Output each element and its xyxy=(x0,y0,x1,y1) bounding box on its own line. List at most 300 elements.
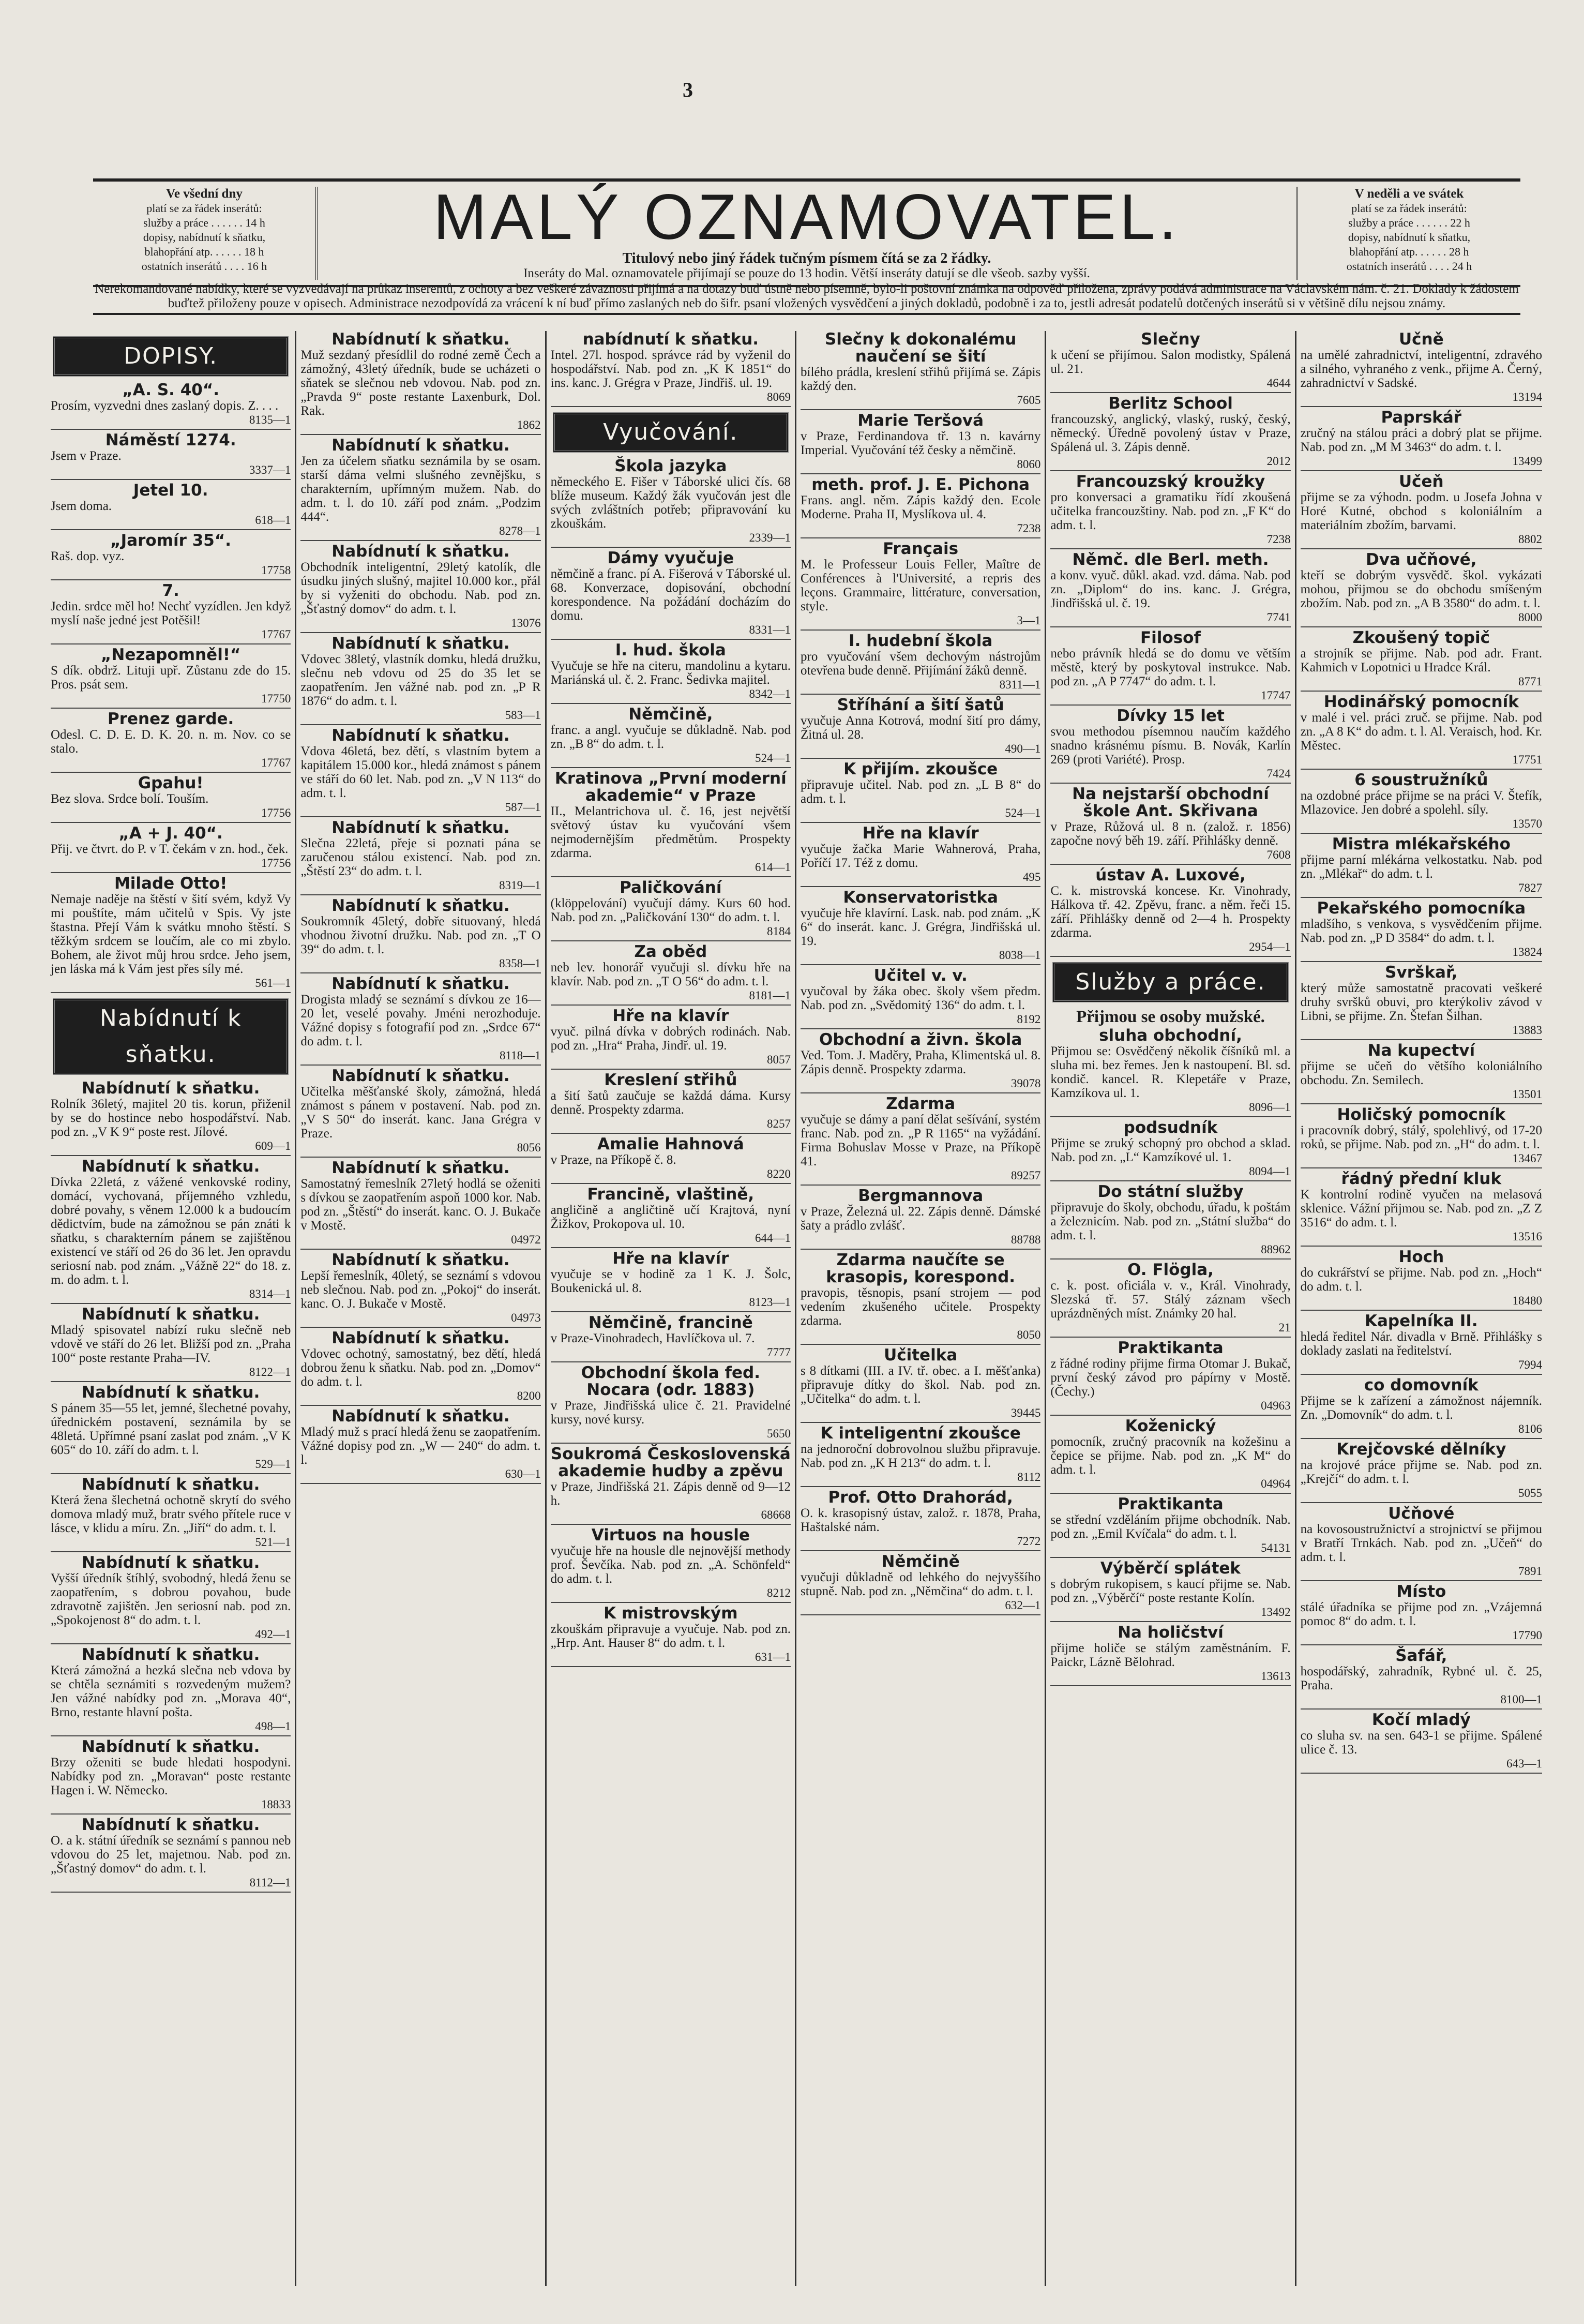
ad-body: v Praze, na Příkopě č. 8. xyxy=(550,1153,676,1167)
ad-heading: Koženický xyxy=(1125,1417,1216,1435)
ad-code: 524—1 xyxy=(755,752,791,764)
ad-code: 7891 xyxy=(1518,1565,1542,1578)
ad-heading: Hře na klavír xyxy=(862,824,979,843)
ad-heading: Francině, vlaštině, xyxy=(587,1185,755,1204)
ad-body: Prosím, vyzvedni dnes zaslaný dopis. Z. . . . xyxy=(51,399,279,413)
ad-body: v Praze-Vinohradech, Havlíčkova ul. 7. xyxy=(550,1331,755,1345)
classified-ad xyxy=(801,1188,1040,1250)
classified-ad xyxy=(1301,1647,1542,1710)
ad-code: 561—1 xyxy=(255,977,291,989)
ad-code: 521—1 xyxy=(255,1536,291,1549)
ad-body: Odesl. C. D. E. D. K. 20. n. m. Nov. co se stalo. xyxy=(51,728,291,756)
ad-heading: Francouzský kroužky xyxy=(1076,472,1265,491)
ad-heading: Virtuos na housle xyxy=(591,1526,750,1545)
ad-heading: Němčině, francině xyxy=(588,1313,753,1332)
ad-body: bílého prádla, kreslení střihů přijímá se. Zápis každý den. xyxy=(801,365,1041,393)
ad-body: Jen za účelem sňatku seznámila by se osam. starší dáma velmi slušného zevnějšku, s charakterním, upřímným mužem. Nab. do adm. t. l. do 10. září pod znám. „Podzim 444“. xyxy=(300,454,541,524)
ad-body: Vyučuje se hře na citeru, mandolinu a kytaru. Mariánská ul. č. 2. Franc. Šedivka majitel. xyxy=(550,659,791,687)
ad-heading: Slečny xyxy=(1141,331,1200,349)
classified-ad xyxy=(1050,786,1290,865)
ad-heading: Výběrčí splátek xyxy=(1100,1559,1241,1578)
classified-ad xyxy=(551,1136,791,1184)
ad-code: 4644 xyxy=(1266,377,1291,389)
ad-code: 8314—1 xyxy=(249,1287,291,1300)
ad-code: 8123—1 xyxy=(749,1296,791,1309)
holiday-line: ostatních inserátů . . . . 24 h xyxy=(1346,260,1472,273)
classified-ad xyxy=(1050,1119,1290,1181)
ad-code: 529—1 xyxy=(255,1458,291,1471)
ad-column xyxy=(1296,331,1546,2286)
classified-ad xyxy=(1301,1042,1542,1104)
ad-code: 8050 xyxy=(1017,1328,1041,1341)
ad-body: v Praze, Růžová ul. 8 n. (založ. r. 1856) započne nový běh 19. září. Přihlášky denně. xyxy=(1050,820,1291,848)
ad-body: v Praze, Jindřišská 21. Zápis denně od 9—12 h. xyxy=(550,1480,791,1508)
ad-code: 8038—1 xyxy=(999,949,1041,962)
classified-ad xyxy=(801,825,1040,887)
ad-code: 17750 xyxy=(261,692,291,705)
holiday-line: blahopřání atp. . . . . . 28 h xyxy=(1349,245,1469,258)
ad-body: francouzský, anglický, vlaský, ruský, český, německý. Úředně povolený ústav v Praze, Spálená ul. 3. Zápis denně. xyxy=(1050,412,1291,454)
ad-heading: Dámy vyučuje xyxy=(607,549,734,567)
classified-ad xyxy=(551,1446,791,1525)
ad-heading: Na nejstarší obchodní škole Ant. Skřivana xyxy=(1072,785,1269,820)
ad-body: vyučuje žačka Marie Wahnerová, Praha, Poříčí 17. Též z domu. xyxy=(801,842,1041,870)
classified-ad xyxy=(1050,551,1290,627)
ad-code: 618—1 xyxy=(255,514,291,527)
classified-ad xyxy=(1301,900,1542,962)
classified-ad xyxy=(1050,629,1290,706)
ad-code: 8802 xyxy=(1518,533,1542,546)
classified-ad xyxy=(801,412,1040,474)
ad-code: 21 xyxy=(1278,1321,1291,1334)
ad-body: Vdovec ochotný, samostatný, bez dětí, hledá dobrou ženu k sňatku. Nab. pod zn. „Domov“ do adm. t. l. xyxy=(300,1347,541,1389)
ad-heading: Do státní služby xyxy=(1097,1182,1244,1201)
classified-ad xyxy=(300,897,540,973)
ad-heading: Nabídnutí k sňatku. xyxy=(81,1816,260,1834)
ad-body: S pánem 35—55 let, jemné, šlechetné povahy, úřednickém postavení, seznámila by se 48letá. Upřímné psaní zaslat pod znám. „V K 605“ do 10. září do adm. t. l. xyxy=(51,1401,291,1457)
ad-heading: Němčině xyxy=(881,1552,960,1571)
masthead-title: MALÝ OZNAMOVATEL. xyxy=(433,182,1181,253)
ad-body: s 8 dítkami (III. a IV. tř. obec. a I. měšťanka) připravuje dítky do škol. Nab. pod zn. „Učitelka“ do adm. t. l. xyxy=(801,1364,1041,1406)
ad-heading: „Nezapomněl!“ xyxy=(101,646,241,664)
ad-heading: Kapelníka II. xyxy=(1364,1312,1478,1330)
classified-ad xyxy=(51,582,291,644)
ad-heading: Nabídnutí k sňatku. xyxy=(331,1407,510,1426)
ad-heading: Prof. Otto Drahorád, xyxy=(828,1488,1013,1507)
ad-heading: Nabídnutí k sňatku. xyxy=(331,1251,510,1269)
ad-code: 8192 xyxy=(1017,1013,1041,1026)
ad-code: 88962 xyxy=(1261,1243,1291,1256)
classified-ad xyxy=(551,458,791,548)
ad-body: S dík. obdrž. Lituji upř. Zůstanu zde do 15. Pros. psát sem. xyxy=(51,664,291,692)
classified-ad xyxy=(51,775,291,823)
ad-body: do cukrářství se přijme. Nab. pod zn. „Hoch“ do adm. t. l. xyxy=(1300,1266,1542,1294)
ad-code: 17758 xyxy=(261,564,291,577)
classified-ad xyxy=(51,875,291,993)
ad-body: vyučuje se v hodině za 1 K. J. Šolc, Boukenická ul. 8. xyxy=(550,1267,791,1295)
ad-heading: Marie Teršová xyxy=(857,411,984,430)
ad-body: pomocník, zručný pracovník na kožešinu a čepice se přijme. Nab. pod zn. „K M“ do adm. t. l. xyxy=(1050,1435,1291,1477)
ad-body: německého E. Fišer v Táborské ulici čís. 68 blíže museum. Každý žák vyučován jest dle svých zvláštních potřeb; připravování ku zkouškám. xyxy=(550,475,791,531)
classified-ad xyxy=(300,543,540,633)
ad-heading: Dva učňové, xyxy=(1366,550,1477,569)
ad-code: 5055 xyxy=(1518,1487,1542,1500)
classified-ad xyxy=(551,1250,791,1312)
ad-code: 8112—1 xyxy=(249,1876,291,1889)
classified-ad xyxy=(300,635,540,725)
ad-body: vyuč. pilná dívka v dobrých rodinách. Nab. pod zn. „Hra“ Praha, Jindř. ul. 19. xyxy=(550,1025,791,1053)
ad-code: 631—1 xyxy=(755,1651,791,1663)
ad-code: 13499 xyxy=(1512,455,1542,468)
ad-body: na kovosoustružnictví a strojnictví se přijmou v Bratří Trnkách. Nab. pod zn. „Učeň“ do adm. t. l. xyxy=(1300,1522,1542,1564)
classified-ad xyxy=(51,1384,291,1474)
ad-code: 17747 xyxy=(1261,689,1291,702)
ad-body: Která žena šlechetná ochotně skrytí do svého domova mladý muž, bratr svého přítele ruce v lásce, v klidu a míru. Zn. „Jiří“ do adm. t. l. xyxy=(51,1493,291,1535)
ad-body: Samostatný řemeslník 27letý hodlá se oženiti s dívkou se zaopatřením aspoň 1000 kor. Nab. pod zn. „Štěstí“ do inserát. kanc. O. J. Bukače v Mostě. xyxy=(300,1177,541,1233)
ad-heading: Nabídnutí k sňatku. xyxy=(331,1329,510,1347)
ad-code: 7238 xyxy=(1017,522,1041,535)
classified-ad xyxy=(300,819,540,895)
ad-body: vyučuje hře klavírní. Lask. nab. pod znám. „K 6“ do inserát. kanc. J. Grégra, Jindřišská ul. 19. xyxy=(801,906,1041,948)
ad-code: 7272 xyxy=(1017,1535,1041,1548)
ad-body: Jsem doma. xyxy=(51,499,112,513)
ad-body: Rolník 36letý, majitel 20 tis. korun, přiženil by se do hostince nebo hospodářství. Nab. pod zn. „V K 9“ poste rest. Jílové. xyxy=(51,1097,291,1139)
ad-body: franc. a angl. vyučuje se důkladně. Nab. pod zn. „B 8“ do adm. t. l. xyxy=(550,723,791,751)
ad-body: nebo právník hledá se do domu ve větším městě, který by poskytoval instrukce. Nab. pod zn. „A P 7747“ do adm. t. l. xyxy=(1050,647,1291,688)
ad-body: a šití šatů zaučuje se každá dáma. Kursy denně. Prospekty zdarma. xyxy=(550,1089,791,1117)
classified-ad xyxy=(51,432,291,480)
ad-code: 8057 xyxy=(766,1053,791,1066)
classified-ad xyxy=(801,541,1040,631)
ad-code: 13467 xyxy=(1512,1152,1542,1165)
ad-heading: Svrškař, xyxy=(1385,963,1458,982)
ad-body: Dívka 22letá, z vážené venkovské rodiny, domácí, vychovaná, příjemného vzhledu, dobré povahy, s věnem 12.000 k a budoucím dědictvím, bude na zámožnou se pán znáti k sňatku, s charakterním pánem se zajištěnou existencí ve stáří od 26 do 36 let. Jen opravdu seriosní nab. pod znám. „Vážně 22“ do 18. z. m. do adm. t. l. xyxy=(51,1175,291,1287)
ad-body: k učení se přijímou. Salon modistky, Spálená ul. 21. xyxy=(1050,348,1291,376)
classified-ad xyxy=(801,889,1040,965)
ad-body: M. le Professeur Louis Feller, Maître de Conférences à l'Université, a repris des leçons. Grammaire, littérature, conversation, style. xyxy=(801,558,1041,613)
classified-ad xyxy=(1301,694,1542,770)
ad-code: 3—1 xyxy=(1017,614,1041,627)
ad-code: 8771 xyxy=(1518,675,1542,688)
ad-heading: Nabídnutí k sňatku. xyxy=(331,1067,510,1085)
classified-ad xyxy=(51,382,291,430)
ad-body: K kontrolní rodině vyučen na melasová sklenice. Vážní přijmou se. Nab. pod zn. „Z Z 3516“ do adm. t. l. xyxy=(1300,1188,1542,1230)
classified-ad xyxy=(551,1186,791,1248)
ad-body: i pracovník dobrý, stálý, spolehlivý, od 17-20 roků, se přijme. Nab. pod zn. „H“ do adm. t. l. xyxy=(1300,1123,1542,1151)
ad-body: němčině a franc. pí A. Fišerová v Táborské ul. 68. Konverzace, dopisování, obchodní korespondence. Na požádání docházím do domu. xyxy=(550,567,791,623)
ad-body: připravuje do školy, obchodu, úřadu, k poštám a železnicím. Nab. pod zn. „Státní služba“ do adm. t. l. xyxy=(1050,1201,1291,1242)
ad-heading: Učeň xyxy=(1398,472,1444,491)
ad-code: 8094—1 xyxy=(1249,1165,1291,1178)
ad-body: vyučuje hře na housle dle nejnovější methody prof. Ševčíka. Nab. pod zn. „A. Schönfeld“ do adm. t. l. xyxy=(550,1544,791,1586)
ad-heading: Gpahu! xyxy=(138,774,204,792)
holiday-rates xyxy=(1296,187,1520,280)
ad-heading: Kreslení střihů xyxy=(604,1071,737,1089)
ad-code: 13492 xyxy=(1261,1606,1291,1618)
ad-heading: Místo xyxy=(1396,1582,1446,1601)
ad-code: 13501 xyxy=(1512,1088,1542,1101)
ad-heading: K přijím. zkoušce xyxy=(843,760,998,778)
ad-body: svou methodou písemnou naučím každého snadno krásnému písmu. B. Novák, Karlín 269 (proti Variété). Prosp. xyxy=(1050,725,1291,767)
ad-heading: 6 soustružníků xyxy=(1354,771,1488,789)
classified-ad xyxy=(51,1646,291,1736)
holiday-line: služby a práce . . . . . . 22 h xyxy=(1348,216,1470,229)
ad-code: 8060 xyxy=(1017,458,1041,471)
classified-ad xyxy=(1301,1171,1542,1247)
ad-body: Bez slova. Srdce bolí. Touším. xyxy=(51,792,209,806)
classified-ad xyxy=(300,1408,540,1484)
ad-body: Přijme se zruký schopný pro obchod a sklad. Nab. pod zn. „L“ Kamzíkové ul. 1. xyxy=(1050,1136,1291,1164)
ad-body: zkouškám připravuje a vyučuje. Nab. pod zn. „Hrp. Ant. Hauser 8“ do adm. t. l. xyxy=(550,1622,791,1650)
classified-ad xyxy=(551,1008,791,1070)
ad-body: Nemaje naděje na štěstí v šití svém, když Vy mi pouštíte, mám učitelů v Spis. Vy jste štastna. Přejí Vám k svátku mnoho štěstí. S těžkým srdcem se loučím, ale co mi zbylo. Bohem, ale život můj hrou srdce. Jeho jsem, jen láska má k Vám jest přes síly mé. xyxy=(51,892,291,976)
ad-heading: Kratinova „První moderní akademie“ v Praze xyxy=(554,769,787,805)
ad-heading: Kočí mladý xyxy=(1371,1711,1471,1729)
ad-heading: Hodinářský pomocník xyxy=(1323,693,1519,711)
classified-ad xyxy=(1301,964,1542,1040)
ad-body: v Praze, Jindřišská ulice č. 21. Pravidelné kursy, nové kursy. xyxy=(550,1399,791,1427)
ad-heading: Slečny k dokonalému naučení se šití xyxy=(824,331,1017,366)
classified-ad xyxy=(1050,1183,1290,1260)
ad-heading: Šafář, xyxy=(1395,1646,1447,1665)
ad-heading: Němčině, xyxy=(628,705,713,724)
classified-ad xyxy=(1301,551,1542,627)
classified-ad xyxy=(1301,409,1542,471)
ad-body: pro vyučování všem dechovým nástrojům otevřena bude denně. Přijímání žáků denně. xyxy=(801,650,1041,678)
ad-heading: Holičský pomocník xyxy=(1337,1105,1506,1124)
ad-heading: ústav A. Luxové, xyxy=(1095,866,1246,884)
ad-column xyxy=(547,331,796,2286)
ad-heading: Hoch xyxy=(1398,1248,1444,1266)
ad-body: a konv. vyuč. důkl. akad. vzd. dáma. Nab. pod zn. „Diplom“ do ins. kanc. J. Grégra, Jindřišská ul. č. 19. xyxy=(1050,568,1291,610)
ad-body: Jsem v Praze. xyxy=(51,449,122,463)
classified-ad xyxy=(801,476,1040,538)
ad-code: 17756 xyxy=(261,857,291,869)
ad-heading: co domovník xyxy=(1364,1376,1479,1395)
classified-ad xyxy=(551,770,791,877)
ad-body: II., Melantrichova ul. č. 16, jest největší světový ústav ku vyučování všem nejmodernějším předmětům. Prospekty zdarma. xyxy=(550,804,791,860)
ad-code: 2339—1 xyxy=(749,531,791,544)
ad-code: 490—1 xyxy=(1005,742,1041,755)
section-banner: Služby a práce. xyxy=(1052,962,1288,1002)
ad-heading: řádný přední kluk xyxy=(1341,1170,1502,1188)
classified-ad xyxy=(51,1158,291,1304)
classified-ad xyxy=(300,1068,540,1158)
ad-body: neb lev. honorář vyučuji sl. dívku hře na klavír. Nab. pod zn. „T O 56“ do adm. t. l. xyxy=(550,961,791,988)
ad-heading: Obchodní škola fed. Nocara (odr. 1883) xyxy=(581,1363,760,1399)
weekday-line: dopisy, nabídnutí k sňatku, xyxy=(143,231,266,244)
ad-heading: meth. prof. J. E. Pichona xyxy=(811,475,1030,494)
ad-heading: Praktikanta xyxy=(1118,1495,1224,1513)
ad-heading: I. hud. škola xyxy=(615,641,726,659)
classified-ad xyxy=(1301,473,1542,549)
ad-code: 5650 xyxy=(766,1427,791,1440)
ad-code: 643—1 xyxy=(1506,1757,1542,1770)
ad-heading: Filosof xyxy=(1140,628,1201,647)
ad-heading: Učitel v. v. xyxy=(873,966,968,985)
ad-heading: Nabídnutí k sňatku. xyxy=(81,1383,260,1402)
ad-body: vyučuje se dámy a paní dělat sešívání, systém franc. Nab. pod zn. „P R 1165“ na vyžádání. Firma Bohuslav Mosse v Praze, na Příkopě 41. xyxy=(801,1113,1041,1168)
ad-code: 8122—1 xyxy=(249,1366,291,1378)
ad-code: 17790 xyxy=(1512,1629,1542,1642)
ad-code: 8184 xyxy=(766,925,791,938)
ad-code: 498—1 xyxy=(255,1720,291,1733)
ad-code: 13883 xyxy=(1512,1024,1542,1037)
ad-body: (klöppelování) vyučují dámy. Kurs 60 hod. Nab. pod zn. „Paličkování 130“ do adm. t. l. xyxy=(550,896,791,924)
classified-ad xyxy=(51,1738,291,1815)
weekday-sub: platí se za řádek inserátů: xyxy=(146,202,262,215)
ad-body: hledá ředitel Nár. divadla v Brně. Přihlášky s doklady zaslati na ředitelství. xyxy=(1300,1330,1542,1358)
ad-body: Slečna 22letá, přeje si poznati pána se zaručenou stálou existencí. Nab. pod zn. „Štěstí 23“ do adm. t. l. xyxy=(300,836,541,878)
ad-body: na ozdobné práce přijme se na práci V. Štefík, Mlazovice. Jen dobré a spolehl. síly. xyxy=(1300,789,1542,817)
ad-body: v malé i vel. práci zruč. se přijme. Nab. pod zn. „A 8 K“ do adm. t. l. Al. Veraisch, hod. Kr. Městec. xyxy=(1300,711,1542,753)
classified-ad xyxy=(1301,1583,1542,1645)
ad-heading: Učně xyxy=(1398,331,1444,349)
ad-heading: Zkoušený topič xyxy=(1352,628,1490,647)
ad-body: na jednoroční dobrovolnou službu připravuje. Nab. pod zn. „K H 213“ do adm. t. l. xyxy=(801,1442,1041,1470)
classified-ad xyxy=(1050,395,1290,471)
weekday-line: ostatních inserátů . . . . 16 h xyxy=(141,260,267,273)
ad-code: 8069 xyxy=(766,391,791,403)
ad-body: Vdovec 38letý, vlastník domku, hledá družku, slečnu neb vdovu od 25 do 35 let se zaopatřením. Jen vážné nab. pod zn. „P R 1876“ do adm. t. l. xyxy=(300,652,541,708)
ad-heading: Obchodní a živn. škola xyxy=(819,1030,1022,1049)
classified-ad xyxy=(551,943,791,1006)
classified-ad xyxy=(51,1306,291,1382)
classified-ad xyxy=(1050,1418,1290,1494)
ad-heading: Učňové xyxy=(1388,1504,1455,1523)
ad-code: 7777 xyxy=(766,1346,791,1359)
ad-body: zručný na stálou práci a dobrý plat se přijme. Nab. pod zn. „M M 3463“ do adm. t. l. xyxy=(1300,426,1542,454)
ad-heading: Hře na klavír xyxy=(612,1249,729,1268)
classified-ad xyxy=(801,697,1040,759)
classified-ad xyxy=(1301,1441,1542,1503)
ad-heading: Nabídnutí k sňatku. xyxy=(81,1079,260,1098)
classified-ad xyxy=(801,633,1040,695)
ad-columns xyxy=(47,331,1546,2286)
classified-ad xyxy=(1301,772,1542,834)
ad-body: Ved. Tom. J. Maděry, Praha, Klimentská ul. 8. Zápis denně. Prospekty zdarma. xyxy=(801,1048,1041,1076)
ad-body: c. k. post. oficiála v. v., Král. Vinohrady, Slezská tř. 57. Stálý záznam všech uprázdněných míst. Známky 20 hal. xyxy=(1050,1279,1291,1321)
ad-heading: Za oběd xyxy=(634,942,707,961)
ad-heading: K mistrovským xyxy=(604,1604,738,1623)
classified-ad xyxy=(1301,1249,1542,1311)
classified-ad xyxy=(801,331,1040,410)
ad-code: 609—1 xyxy=(255,1139,291,1152)
ad-code: 8278—1 xyxy=(499,524,541,537)
ad-code: 644—1 xyxy=(755,1232,791,1245)
ad-heading: Paprskář xyxy=(1381,408,1462,427)
ad-body: Vdova 46letá, bez dětí, s vlastním bytem a kapitálem 15.000 kor., hledá známost s pánem ve stáří do 60 let. Nab. pod zn. „V N 113“ do adm. t. l. xyxy=(300,744,541,800)
ad-body: Intel. 27l. hospod. správce rád by vyženil do hospodářství. Nab. pod zn. „K K 1851“ do ins. kanc. J. Grégra v Praze, Jindřiš. ul. 19. xyxy=(550,348,791,390)
ad-code: 492—1 xyxy=(255,1628,291,1641)
ad-code: 17756 xyxy=(261,806,291,819)
ad-body: Přijmou se: Osvědčený několik číšníků ml. a sluha mi. bez řemes. Jen k nastoupení. Bl. sd. kondič. kancel. R. Klepetáře v Praze, Kamzíkova ul. 1. xyxy=(1050,1044,1291,1100)
ad-body: na krojové práce přijme se. Nab. pod zn. „Krejčí“ do adm. t. l. xyxy=(1300,1458,1542,1486)
classified-ad xyxy=(300,976,540,1066)
ad-code: 7827 xyxy=(1518,881,1542,894)
classified-ad xyxy=(1050,1560,1290,1622)
classified-ad xyxy=(1301,1377,1542,1439)
ad-body: Mladý muž s prací hledá ženu se zaopatřením. Vážné dopisy pod zn. „W — 240“ do adm. t. l. xyxy=(300,1425,541,1467)
classified-ad xyxy=(51,825,291,873)
ad-code: 8212 xyxy=(766,1586,791,1599)
ad-code: 17767 xyxy=(261,628,291,641)
ad-code: 587—1 xyxy=(505,801,541,814)
classified-ad xyxy=(1050,473,1290,549)
ad-body: přijme holiče se stálým zaměstnáním. F. Paickr, Lázně Bělohrad. xyxy=(1050,1641,1291,1669)
ad-code: 8106 xyxy=(1518,1422,1542,1435)
ad-column xyxy=(296,331,546,2286)
ad-code: 8096—1 xyxy=(1249,1101,1291,1114)
ad-body: Vyšší úředník štíhlý, svobodný, hledá ženu se zaopatřením, s dobrou povahou, bude zdravotně zajištěn. Jen seriosní nab. pod zn. „Spokojenost 8“ do adm. t. l. xyxy=(51,1571,291,1627)
ad-code: 39078 xyxy=(1010,1077,1041,1090)
ad-body: Soukromník 45letý, dobře situovaný, hledá vhodnou životní družku. Nab. pod zn. „T O 39“ do adm. t. l. xyxy=(300,914,541,956)
ad-heading: Zdarma naučíte se krasopis, korespond. xyxy=(826,1251,1016,1286)
ad-heading: Prenez garde. xyxy=(107,710,234,728)
weekday-line: služby a práce . . . . . . 14 h xyxy=(143,216,265,229)
ad-code: 8000 xyxy=(1518,611,1542,624)
ad-heading: Na kupectví xyxy=(1367,1041,1475,1060)
ad-heading: Krejčovské dělníky xyxy=(1336,1440,1506,1459)
classified-ad xyxy=(300,727,540,817)
ad-body: vyučuje Anna Kotrová, modní šití pro dámy, Žitná ul. 28. xyxy=(801,714,1041,742)
classified-ad xyxy=(551,1527,791,1603)
ad-body: Která zámožná a hezká slečna neb vdova by se chtěla seznámiti s rozvedeným mužem? Jen vážné nabídky pod zn. „Morava 40“, Brno, restante hlavní pošta. xyxy=(51,1663,291,1719)
ad-column xyxy=(1046,331,1296,2286)
section-banner: Vyučování. xyxy=(553,412,789,453)
ad-heading: Soukromá Československá akademie hudby a zpěvu xyxy=(550,1445,791,1480)
ad-code: 524—1 xyxy=(1005,806,1041,819)
ad-code: 17751 xyxy=(1512,753,1542,766)
ad-code: 8220 xyxy=(766,1167,791,1180)
classified-ad xyxy=(1050,1262,1290,1338)
classified-ad xyxy=(801,1096,1040,1186)
classified-ad xyxy=(51,1476,291,1552)
classified-ad xyxy=(300,1252,540,1328)
ad-code: 583—1 xyxy=(505,709,541,722)
ad-heading: Berlitz School xyxy=(1108,394,1233,413)
ad-heading: Nabídnutí k sňatku. xyxy=(331,974,510,993)
ad-body: stálé úřadníka se přijme pod zn. „Vzájemná pomoc 8“ do adm. t. l. xyxy=(1300,1600,1542,1628)
ad-code: 7238 xyxy=(1266,533,1291,546)
weekday-heading: Ve všední dny xyxy=(166,187,243,201)
ad-heading: Konservatoristka xyxy=(843,888,998,907)
ad-body: přijme se učeň do většího koloniálního obchodu. Zn. Semilech. xyxy=(1300,1059,1542,1087)
ad-code: 8135—1 xyxy=(249,413,291,426)
classified-ad xyxy=(51,1817,291,1893)
ad-heading: „A + J. 40“. xyxy=(118,824,223,843)
ad-code: 8056 xyxy=(517,1141,541,1154)
ad-code: 18833 xyxy=(261,1798,291,1811)
ad-heading: Nabídnutí k sňatku. xyxy=(81,1157,260,1176)
classified-ad xyxy=(551,879,791,941)
section-banner: Nabídnutí k sňatku. xyxy=(53,998,289,1075)
ad-body: přijme parní mlékárna velkostatku. Nab. pod zn. „Mlékař“ do adm. t. l. xyxy=(1300,853,1542,881)
ad-code: 8118—1 xyxy=(500,1049,541,1062)
ad-code: 89257 xyxy=(1010,1169,1041,1182)
ad-code: 13516 xyxy=(1512,1230,1542,1243)
classified-ad xyxy=(300,331,540,435)
ad-body: Učitelka měšťanské školy, zámožná, hledá známost s pánem v postavení. Nab. pod zn. „V S 50“ do inserát. kanc. Jana Grégra v Praze. xyxy=(300,1085,541,1141)
ad-body: pro konversaci a gramatiku řídí zkoušená učitelka francouzštiny. Nab. pod zn. „F K“ do adm. t. l. xyxy=(1050,490,1291,532)
ad-heading: Hře na klavír xyxy=(612,1007,729,1025)
ad-heading: Nabídnutí k sňatku. xyxy=(331,818,510,837)
ad-code: 7608 xyxy=(1266,848,1291,861)
ad-code: 3337—1 xyxy=(249,463,291,476)
ad-body: hospodářský, zahradník, Rybné ul. č. 25, Praha. xyxy=(1300,1665,1542,1692)
ad-heading: Praktikanta xyxy=(1118,1339,1224,1357)
ad-heading: Nabídnutí k sňatku. xyxy=(331,542,510,561)
